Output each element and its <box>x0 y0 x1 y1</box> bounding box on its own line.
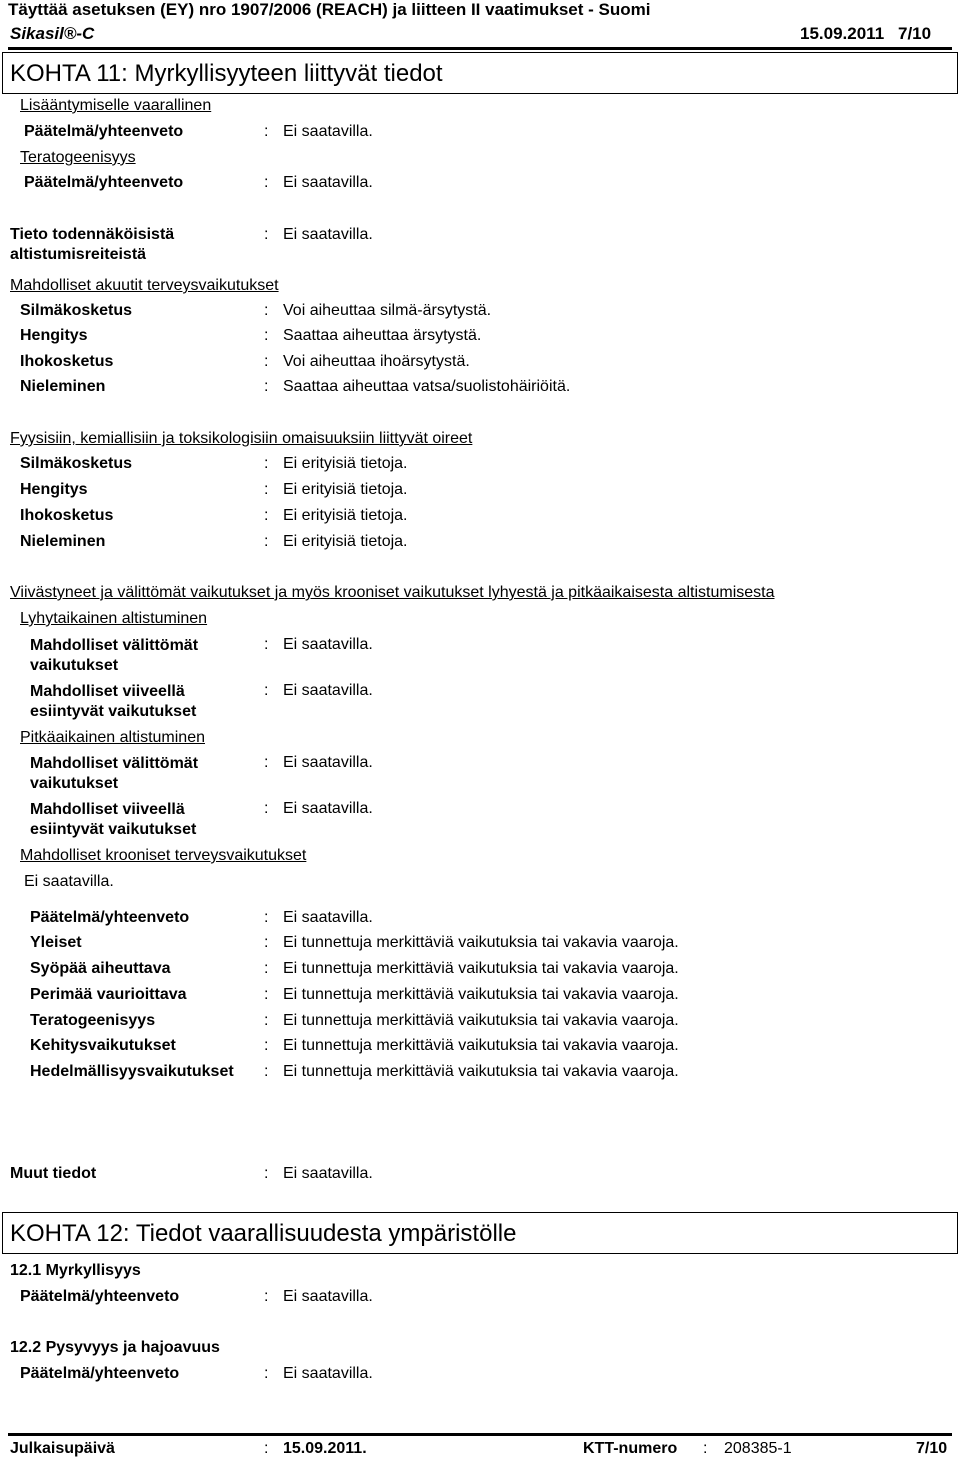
acute-label: Silmäkosketus <box>20 302 133 319</box>
long-term-heading: Pitkäaikainen altistuminen <box>20 729 205 746</box>
chronic-row-label: Teratogeenisyys <box>30 1012 156 1029</box>
short-term-delayed-label: Mahdolliset viiveellä esiintyvät vaikutukset <box>30 683 197 720</box>
chronic-row-label: Perimää vaurioittava <box>30 986 187 1003</box>
long-term-delayed-value: Ei saatavilla. <box>283 800 373 817</box>
long-term-immediate-label: Mahdolliset välittömät vaikutukset <box>30 755 199 792</box>
chronic-row-label: Yleiset <box>30 934 82 951</box>
symptom-value: Ei erityisiä tietoja. <box>283 481 408 498</box>
short-term-immediate-value: Ei saatavilla. <box>283 636 373 653</box>
chronic-text: Ei saatavilla. <box>24 873 114 890</box>
chronic-row-value: Ei tunnettuja merkittäviä vaikutuksia tai vakavia vaaroja. <box>283 1063 679 1080</box>
other-info-value: Ei saatavilla. <box>283 1165 373 1182</box>
short-term-heading: Lyhytaikainen altistuminen <box>20 610 208 627</box>
chronic-row-sep: : <box>264 960 269 977</box>
reproductive-sep: : <box>264 123 269 140</box>
chronic-row-label: Päätelmä/yhteenveto <box>30 909 190 926</box>
chronic-row-label: Hedelmällisyysvaikutukset <box>30 1063 234 1080</box>
symptom-sep: : <box>264 507 269 524</box>
persistence-heading: 12.2 Pysyvyys ja hajoavuus <box>10 1339 220 1356</box>
chronic-row-value: Ei tunnettuja merkittäviä vaikutuksia tai vakavia vaaroja. <box>283 960 679 977</box>
footer-date-value: 15.09.2011. <box>283 1440 367 1457</box>
exposure-routes-sep: : <box>264 226 269 243</box>
short-term-delayed-value: Ei saatavilla. <box>283 682 373 699</box>
footer-ktt-sep: : <box>703 1440 708 1457</box>
symptom-sep: : <box>264 533 269 550</box>
symptom-label: Silmäkosketus <box>20 455 133 472</box>
teratogenicity-sep: : <box>264 174 269 191</box>
persistence-sep: : <box>264 1365 269 1382</box>
toxicity-sep: : <box>264 1288 269 1305</box>
acute-effects-heading: Mahdolliset akuutit terveysvaikutukset <box>10 277 279 294</box>
chronic-row-label: Kehitysvaikutukset <box>30 1037 176 1054</box>
acute-value: Saattaa aiheuttaa ärsytystä. <box>283 327 482 344</box>
document-title: Täyttää asetuksen (EY) nro 1907/2006 (REACH) ja liitteen II vaatimukset - Suomi <box>8 0 651 19</box>
chronic-row-sep: : <box>264 986 269 1003</box>
header-date: 15.09.2011 <box>800 24 885 43</box>
acute-label: Ihokosketus <box>20 353 114 370</box>
symptom-value: Ei erityisiä tietoja. <box>283 507 408 524</box>
symptom-label: Nieleminen <box>20 533 106 550</box>
chronic-row-sep: : <box>264 934 269 951</box>
chronic-row-sep: : <box>264 1012 269 1029</box>
toxicity-heading: 12.1 Myrkyllisyys <box>10 1262 141 1279</box>
long-term-immediate-sep: : <box>264 754 269 771</box>
exposure-routes-label-1: Tieto todennäköisistä <box>10 226 175 243</box>
footer-rule <box>8 1433 952 1436</box>
delayed-effects-heading: Viivästyneet ja välittömät vaikutukset ja myös krooniset vaikutukset lyhyestä ja pitkäaikaisesta altistumisesta <box>10 584 775 601</box>
exposure-routes-label-2: altistumisreiteistä <box>10 246 147 263</box>
teratogenicity-value: Ei saatavilla. <box>283 174 373 191</box>
section12-title: KOHTA 12: Tiedot vaarallisuudesta ympäristölle <box>10 1220 517 1247</box>
footer-ktt-value: 208385-1 <box>724 1440 792 1457</box>
reproductive-heading: Lisääntymiselle vaarallinen <box>20 97 212 114</box>
exposure-routes-value: Ei saatavilla. <box>283 226 373 243</box>
toxicity-label: Päätelmä/yhteenveto <box>20 1288 180 1305</box>
acute-sep: : <box>264 302 269 319</box>
header-rule <box>8 47 952 50</box>
short-term-delayed-sep: : <box>264 682 269 699</box>
other-info-label: Muut tiedot <box>10 1165 97 1182</box>
symptom-sep: : <box>264 481 269 498</box>
chronic-row-sep: : <box>264 909 269 926</box>
reproductive-label: Päätelmä/yhteenveto <box>24 123 184 140</box>
footer-ktt-label: KTT-numero <box>583 1440 678 1457</box>
symptom-value: Ei erityisiä tietoja. <box>283 455 408 472</box>
chronic-heading: Mahdolliset krooniset terveysvaikutukset <box>20 847 307 864</box>
other-info-sep: : <box>264 1165 269 1182</box>
acute-label: Nieleminen <box>20 378 106 395</box>
chronic-row-label: Syöpää aiheuttava <box>30 960 171 977</box>
header-page: 7/10 <box>898 24 932 43</box>
long-term-delayed-sep: : <box>264 800 269 817</box>
acute-sep: : <box>264 378 269 395</box>
symptom-label: Hengitys <box>20 481 88 498</box>
reproductive-value: Ei saatavilla. <box>283 123 373 140</box>
acute-sep: : <box>264 327 269 344</box>
short-term-immediate-label: Mahdolliset välittömät vaikutukset <box>30 637 199 674</box>
toxicity-value: Ei saatavilla. <box>283 1288 373 1305</box>
teratogenicity-heading: Teratogeenisyys <box>20 149 136 166</box>
chronic-row-sep: : <box>264 1063 269 1080</box>
acute-value: Voi aiheuttaa ihoärsytystä. <box>283 353 470 370</box>
chronic-row-value: Ei tunnettuja merkittäviä vaikutuksia tai vakavia vaaroja. <box>283 1012 679 1029</box>
footer-date-sep: : <box>264 1440 269 1457</box>
symptoms-heading: Fyysisiin, kemiallisiin ja toksikologisiin omaisuuksiin liittyvät oireet <box>10 430 473 447</box>
acute-value: Voi aiheuttaa silmä-ärsytystä. <box>283 302 492 319</box>
short-term-immediate-sep: : <box>264 636 269 653</box>
symptom-label: Ihokosketus <box>20 507 114 524</box>
chronic-row-value: Ei saatavilla. <box>283 909 373 926</box>
acute-value: Saattaa aiheuttaa vatsa/suolistohäiriöitä. <box>283 378 571 395</box>
footer-page: 7/10 <box>916 1440 948 1457</box>
footer-date-label: Julkaisupäivä <box>10 1440 115 1457</box>
symptom-value: Ei erityisiä tietoja. <box>283 533 408 550</box>
section11-title: KOHTA 11: Myrkyllisyyteen liittyvät tiedot <box>10 60 443 87</box>
long-term-delayed-label: Mahdolliset viiveellä esiintyvät vaikutukset <box>30 801 197 838</box>
long-term-immediate-value: Ei saatavilla. <box>283 754 373 771</box>
product-name: Sikasil®-C <box>10 24 95 43</box>
chronic-row-value: Ei tunnettuja merkittäviä vaikutuksia tai vakavia vaaroja. <box>283 1037 679 1054</box>
chronic-row-value: Ei tunnettuja merkittäviä vaikutuksia tai vakavia vaaroja. <box>283 934 679 951</box>
chronic-row-value: Ei tunnettuja merkittäviä vaikutuksia tai vakavia vaaroja. <box>283 986 679 1003</box>
acute-sep: : <box>264 353 269 370</box>
persistence-value: Ei saatavilla. <box>283 1365 373 1382</box>
persistence-label: Päätelmä/yhteenveto <box>20 1365 180 1382</box>
chronic-row-sep: : <box>264 1037 269 1054</box>
symptom-sep: : <box>264 455 269 472</box>
acute-label: Hengitys <box>20 327 88 344</box>
teratogenicity-label: Päätelmä/yhteenveto <box>24 174 184 191</box>
